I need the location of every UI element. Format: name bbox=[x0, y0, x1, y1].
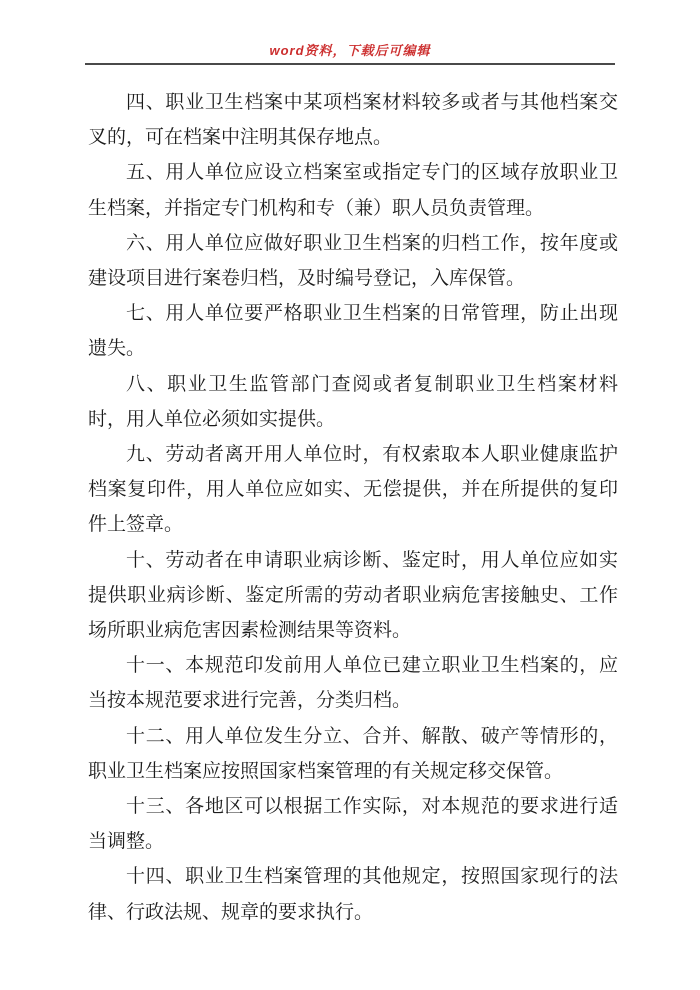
watermark-text: word资料，下载后可编辑 bbox=[269, 43, 431, 58]
document-body bbox=[0, 65, 700, 930]
paragraph-item-13: 十三、各地区可以根据工作实际，对本规范的要求进行适当调整。 bbox=[88, 796, 618, 853]
paragraph-item-14: 十四、职业卫生档案管理的其他规定，按照国家现行的法律、行政法规、规章的要求执行。 bbox=[88, 866, 618, 923]
paragraph-item-4: 四、职业卫生档案中某项档案材料较多或者与其他档案交叉的，可在档案中注明其保存地点。 bbox=[88, 92, 618, 149]
page-header bbox=[0, 0, 700, 65]
paragraph-item-5: 五、用人单位应设立档案室或指定专门的区域存放职业卫生档案，并指定专门机构和专（兼）职人员负责管理。 bbox=[88, 162, 618, 219]
paragraph-item-8: 八、职业卫生监管部门查阅或者复制职业卫生档案材料时，用人单位必须如实提供。 bbox=[88, 373, 618, 430]
paragraph-item-7: 七、用人单位要严格职业卫生档案的日常管理，防止出现遗失。 bbox=[88, 303, 618, 360]
paragraph-item-6: 六、用人单位应做好职业卫生档案的归档工作，按年度或建设项目进行案卷归档，及时编号登记，入库保管。 bbox=[88, 232, 618, 290]
paragraph-item-12: 十二、用人单位发生分立、合并、解散、破产等情形的，职业卫生档案应按照国家档案管理的有关规定移交保管。 bbox=[88, 725, 618, 782]
paragraph-item-10: 十、劳动者在申请职业病诊断、鉴定时，用人单位应如实提供职业病诊断、鉴定所需的劳动者职业病危害接触史、工作场所职业病危害因素检测结果等资料。 bbox=[88, 549, 618, 642]
paragraph-item-9: 九、劳动者离开用人单位时，有权索取本人职业健康监护档案复印件，用人单位应如实、无偿提供，并在所提供的复印件上签章。 bbox=[88, 444, 618, 536]
paragraph-item-11: 十一、本规范印发前用人单位已建立职业卫生档案的，应当按本规范要求进行完善，分类归档。 bbox=[88, 655, 618, 712]
